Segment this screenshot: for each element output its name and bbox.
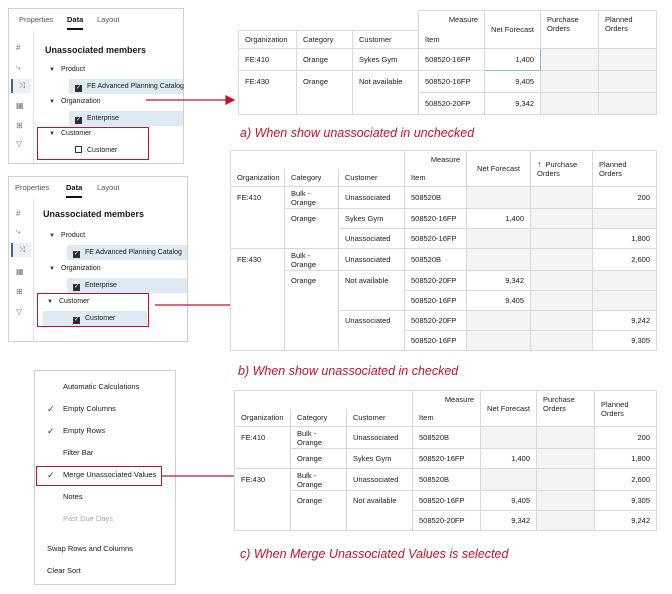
cell[interactable]: 9,242	[595, 511, 657, 531]
cell: 508520-16FP	[413, 449, 481, 469]
cell: Bulk - Orange	[285, 249, 339, 271]
hierarchy-icon[interactable]: ⤷	[16, 63, 21, 72]
hierarchy-icon[interactable]: ⤷	[16, 227, 21, 236]
cell[interactable]	[593, 291, 657, 311]
menu-item-automatic-calculations[interactable]: Automatic Calculations	[63, 382, 140, 391]
hash-icon[interactable]: #	[16, 43, 21, 52]
caption-a: a) When show unassociated in unchecked	[240, 126, 475, 140]
tab-data[interactable]: Data	[67, 15, 84, 24]
cell[interactable]	[541, 93, 599, 115]
column-header[interactable]: Organization	[231, 169, 285, 187]
cell: 508520-20FP	[419, 93, 485, 115]
panel-title: Unassociated members	[43, 209, 145, 219]
grid-icon[interactable]: ▦	[16, 101, 24, 110]
cell: Orange	[285, 271, 339, 291]
cell	[291, 511, 347, 531]
column-header[interactable]: Category	[285, 169, 339, 187]
checkbox-checked[interactable]: ✓	[74, 317, 80, 323]
cell: 508520-16FP	[405, 291, 467, 311]
cell[interactable]: 9,242	[593, 311, 657, 331]
tab-layout[interactable]: Layout	[97, 183, 120, 192]
tree-node-organization[interactable]: ▼ Organization	[49, 265, 101, 272]
chevron-down-icon[interactable]: ▼	[49, 67, 55, 73]
cell: Bulk - Orange	[291, 427, 347, 449]
cell: 508520-20FP	[413, 511, 481, 531]
tree-node-customer[interactable]: ▼ Customer	[49, 130, 92, 137]
cell[interactable]: 200	[593, 187, 657, 209]
leaf-product-catalog[interactable]: ✓ FE Advanced Planning Catalog	[69, 79, 183, 94]
cell	[285, 229, 339, 249]
leaf-customer[interactable]: ✓ Customer	[43, 311, 147, 326]
cell	[339, 331, 405, 351]
filter-icon[interactable]: ▽	[16, 139, 23, 148]
cell	[231, 291, 285, 311]
chevron-down-icon[interactable]: ▼	[49, 266, 55, 272]
column-header[interactable]: Item	[405, 169, 467, 187]
cell: FE:430	[235, 469, 291, 491]
cell[interactable]	[531, 291, 593, 311]
cell[interactable]	[541, 71, 599, 93]
cell	[235, 449, 291, 469]
cell[interactable]	[541, 49, 599, 71]
cell[interactable]	[467, 249, 531, 271]
checkbox-checked[interactable]: ✓	[76, 117, 82, 123]
menu-item-merge-unassociated[interactable]: ✓ Merge Unassociated Values	[47, 470, 157, 480]
measure-label: Measure	[419, 11, 485, 31]
cell: FE:410	[235, 427, 291, 449]
cell	[285, 331, 339, 351]
cell: 508520-16FP	[405, 331, 467, 351]
cell: FE:410	[231, 187, 285, 209]
chevron-down-icon[interactable]: ▼	[49, 131, 55, 137]
cell: FE:430	[239, 71, 297, 93]
column-header[interactable]: Planned Orders	[599, 11, 657, 49]
cell[interactable]	[467, 331, 531, 351]
measure-label: Measure	[413, 391, 481, 409]
tree-icon[interactable]: ⊞	[16, 287, 23, 296]
menu-item-past-due-days: Past Due Days	[63, 514, 114, 523]
cell: Orange	[297, 71, 353, 93]
cell	[285, 291, 339, 311]
cell	[235, 511, 291, 531]
checkmark-icon: ✓	[47, 404, 55, 414]
grid-table-c	[234, 390, 657, 531]
cell[interactable]	[467, 311, 531, 331]
checkbox-checked[interactable]: ✓	[76, 85, 82, 91]
cell: Unassociated	[339, 229, 405, 249]
cell[interactable]	[531, 311, 593, 331]
leaf-customer[interactable]: Customer	[69, 143, 149, 158]
chevron-down-icon[interactable]: ▼	[49, 233, 55, 239]
cell	[239, 93, 297, 115]
column-header[interactable]: Customer	[353, 31, 419, 49]
cell: Not available	[353, 71, 419, 93]
cell[interactable]: 9,342	[485, 93, 541, 115]
column-header[interactable]: Customer	[347, 409, 413, 427]
cell[interactable]	[599, 71, 657, 93]
tab-properties[interactable]: Properties	[19, 15, 54, 24]
cell	[347, 511, 413, 531]
column-header[interactable]: Organization	[235, 409, 291, 427]
cell	[285, 311, 339, 331]
cell[interactable]: 9,305	[593, 331, 657, 351]
cell	[231, 331, 285, 351]
menu-item-swap-rows-columns[interactable]: Swap Rows and Columns	[47, 544, 133, 553]
cell[interactable]: 9,342	[467, 271, 531, 291]
filter-icon[interactable]: ▽	[16, 307, 23, 316]
cell: 508520-16FP	[413, 491, 481, 511]
cell: Unassociated	[339, 187, 405, 209]
cell: Sykes Gym	[347, 449, 413, 469]
column-header[interactable]: Category	[291, 409, 347, 427]
column-header[interactable]: Purchase Orders	[537, 391, 595, 427]
cell: 508520B	[413, 469, 481, 491]
cell: 508520B	[405, 187, 467, 209]
cell	[339, 291, 405, 311]
cell[interactable]: 1,400	[467, 209, 531, 229]
cell: 508520-16FP	[405, 209, 467, 229]
cell: Orange	[291, 491, 347, 511]
tree-node-product[interactable]: ▼ Product	[49, 232, 86, 239]
checkbox-checked[interactable]: ✓	[74, 251, 80, 257]
menu-item-notes[interactable]: Notes	[63, 492, 83, 501]
grid-icon[interactable]: ▦	[16, 267, 24, 276]
column-header[interactable]: Net Forecast	[467, 151, 531, 187]
column-header[interactable]: Planned Orders	[595, 391, 657, 427]
cell[interactable]: 2,600	[593, 249, 657, 271]
leaf-enterprise[interactable]: ✓ Enterprise	[69, 111, 183, 126]
grid-table-b	[230, 150, 657, 351]
cell[interactable]: 9,342	[481, 511, 537, 531]
cell[interactable]	[531, 331, 593, 351]
cell: 508520-20FP	[405, 311, 467, 331]
leaf-enterprise[interactable]: ✓ Enterprise	[67, 278, 187, 293]
cell[interactable]: 9,305	[595, 491, 657, 511]
arrow-head-a	[226, 96, 234, 104]
tab-layout[interactable]: Layout	[97, 15, 120, 24]
column-header[interactable]: ↑ Purchase Orders	[531, 151, 593, 187]
checkbox-checked[interactable]: ✓	[74, 284, 80, 290]
cell	[235, 491, 291, 511]
cell: Unassociated	[339, 311, 405, 331]
cell: Not available	[339, 271, 405, 291]
cell[interactable]	[593, 209, 657, 229]
cell: Sykes Gym	[339, 209, 405, 229]
cell[interactable]	[537, 427, 595, 449]
menu-item-filter-bar[interactable]: Filter Bar	[63, 448, 94, 457]
cell[interactable]	[531, 209, 593, 229]
cell: Unassociated	[347, 469, 413, 491]
cell: 508520B	[405, 249, 467, 271]
cell[interactable]	[537, 449, 595, 469]
arrow-up-icon[interactable]: ↑	[537, 158, 542, 169]
cell[interactable]: 1,800	[593, 229, 657, 249]
cell: Orange	[285, 209, 339, 229]
cell: Unassociated	[339, 249, 405, 271]
cell: Orange	[297, 49, 353, 71]
cell: Bulk - Orange	[291, 469, 347, 491]
checkmark-icon: ✓	[47, 470, 55, 480]
cell[interactable]	[531, 229, 593, 249]
chevron-down-icon[interactable]: ▼	[47, 299, 53, 305]
caption-b: b) When show unassociated in checked	[238, 364, 459, 378]
column-header[interactable]: Net Forecast	[481, 391, 537, 427]
checkmark-icon: ✓	[47, 426, 55, 436]
cell[interactable]	[599, 93, 657, 115]
column-header[interactable]: Organization	[239, 31, 297, 49]
cell	[231, 209, 285, 229]
cell: Sykes Gym	[353, 49, 419, 71]
cell[interactable]	[531, 187, 593, 209]
column-header[interactable]: Purchase Orders	[541, 11, 599, 49]
leaf-product-catalog[interactable]: ✓ FE Advanced Planning Catalog	[67, 245, 187, 260]
cell: 508520-16FP	[419, 71, 485, 93]
cell[interactable]	[537, 491, 595, 511]
column-header[interactable]: Item	[419, 31, 485, 49]
menu-item-empty-columns[interactable]: ✓ Empty Columns	[47, 404, 116, 414]
hash-icon[interactable]: #	[16, 209, 21, 218]
chevron-down-icon[interactable]: ▼	[49, 99, 55, 105]
cell[interactable]: 9,405	[467, 291, 531, 311]
cell: Unassociated	[347, 427, 413, 449]
tab-data[interactable]: Data	[66, 183, 83, 192]
cell[interactable]	[537, 469, 595, 491]
menu-item-empty-rows[interactable]: ✓ Empty Rows	[47, 426, 106, 436]
cell[interactable]: 1,400	[481, 449, 537, 469]
tree-node-product[interactable]: ▼ Product	[49, 66, 86, 73]
cell: 508520-20FP	[405, 271, 467, 291]
cell: 508520-16FP	[419, 49, 485, 71]
tree-node-customer[interactable]: ▼ Customer	[47, 298, 90, 305]
column-header[interactable]: Item	[413, 409, 481, 427]
measure-label: Measure	[405, 151, 467, 169]
column-header[interactable]: Customer	[339, 169, 405, 187]
tab-properties[interactable]: Properties	[15, 183, 50, 192]
cell-selected[interactable]: 1,400	[485, 49, 541, 71]
cell[interactable]	[467, 229, 531, 249]
cell[interactable]: 1,800	[595, 449, 657, 469]
cell[interactable]	[599, 49, 657, 71]
cell[interactable]	[467, 187, 531, 209]
cell[interactable]	[531, 249, 593, 271]
menu-item-clear-sort[interactable]: Clear Sort	[47, 566, 81, 575]
cell: Not available	[347, 491, 413, 511]
tree-node-organization[interactable]: ▼ Organization	[49, 98, 101, 105]
cell: Orange	[291, 449, 347, 469]
members-icon[interactable]: ⤨	[11, 79, 31, 93]
cell	[297, 93, 353, 115]
cell: 508520B	[413, 427, 481, 449]
tree-icon[interactable]: ⊞	[16, 121, 23, 130]
cell[interactable]	[593, 271, 657, 291]
cell[interactable]	[537, 511, 595, 531]
column-header[interactable]: Category	[297, 31, 353, 49]
cell[interactable]: 9,405	[485, 71, 541, 93]
cell[interactable]: 9,405	[481, 491, 537, 511]
cell	[231, 311, 285, 331]
cell	[353, 93, 419, 115]
cell[interactable]: 2,600	[595, 469, 657, 491]
panel-title: Unassociated members	[45, 45, 147, 55]
cell: FE:410	[239, 49, 297, 71]
cell[interactable]	[481, 427, 537, 449]
cell[interactable]	[481, 469, 537, 491]
cell	[231, 229, 285, 249]
members-icon[interactable]: ⤨	[11, 243, 31, 257]
cell: FE:430	[231, 249, 285, 271]
grid-table-a	[238, 10, 657, 115]
cell: 508520-16FP	[405, 229, 467, 249]
column-header[interactable]: Net Forecast	[485, 11, 541, 49]
cell[interactable]: 200	[595, 427, 657, 449]
cell[interactable]	[531, 271, 593, 291]
cell: Bulk - Orange	[285, 187, 339, 209]
column-header[interactable]: Planned Orders	[593, 151, 657, 187]
caption-c: c) When Merge Unassociated Values is selected	[240, 547, 509, 561]
cell	[231, 271, 285, 291]
